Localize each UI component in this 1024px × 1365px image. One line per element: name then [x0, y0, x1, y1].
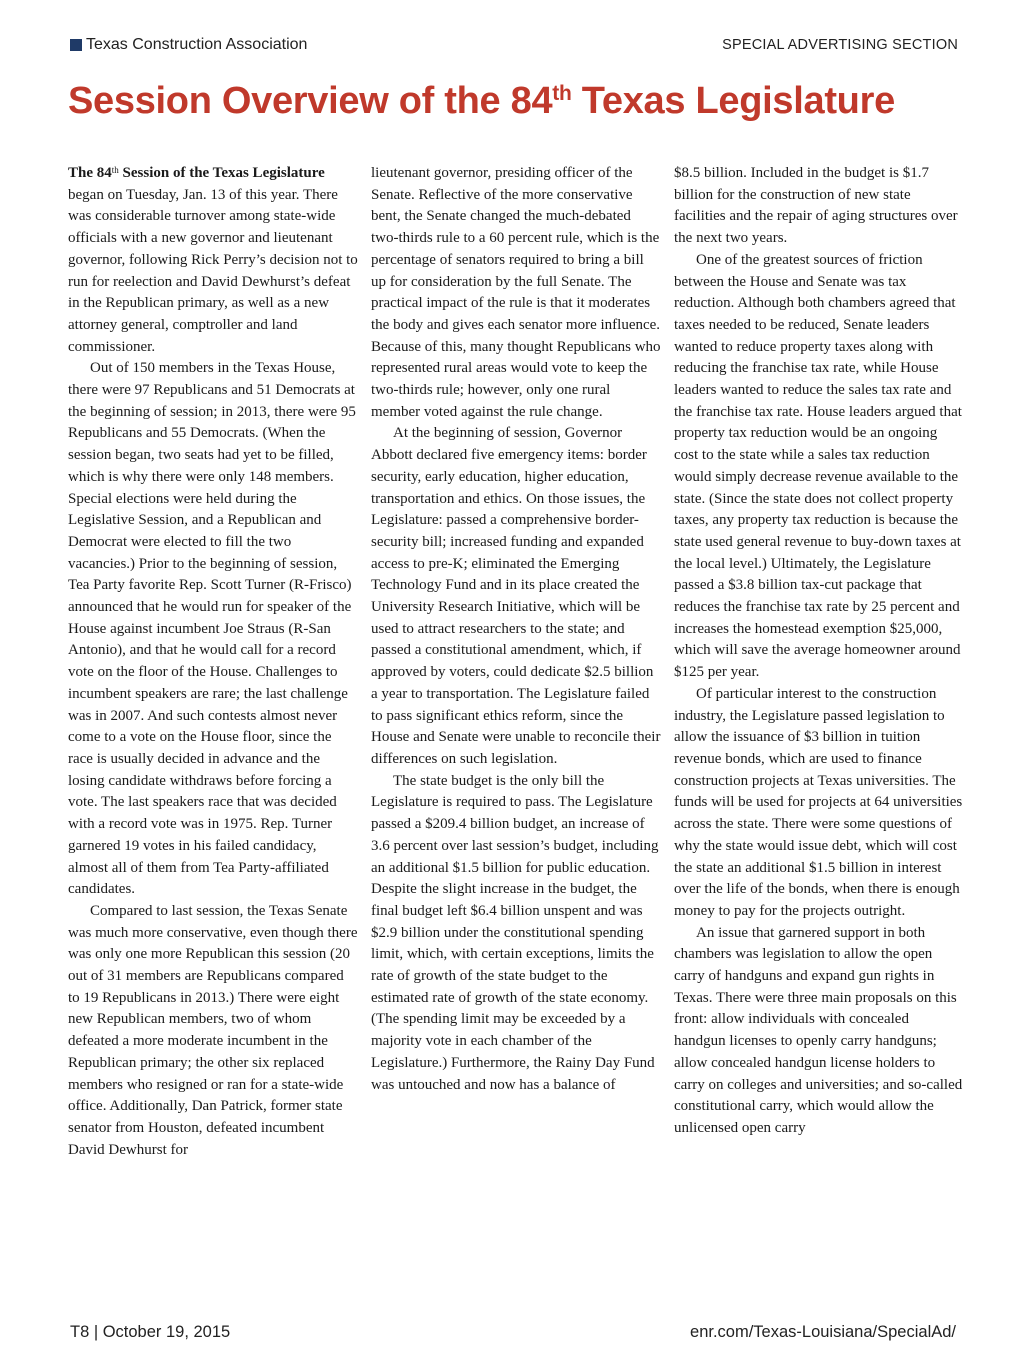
publication-name: Texas Construction Association	[86, 36, 308, 53]
paragraph: Compared to last session, the Texas Senate was much more conservative, even though there was only one more Republican this session (20 out of 31 members are Republicans compared to 19 Republicans in 2013.) There were eight new Republican members, two of whom defeated a more moderate incumbent in the Republican primary; the other six replaced members who resigned or ran for a state-wide office. Additionally, Dan Patrick, former state senator from Houston, defeated incumbent David Dewhurst for	[68, 902, 358, 1158]
lead-paragraph	[68, 163, 358, 358]
lead-bold-2: Session of the Texas Legislature	[118, 165, 325, 181]
column-2	[371, 163, 661, 1096]
paragraph: An issue that garnered support in both chambers was legislation to allow the open carry of handguns and expand gun rights in Texas. There were three main proposals on this front: allow individuals with concealed handgun licenses to openly carry handguns; allow concealed handgun license holders to carry on colleges and universities; and so-called constitutional carry, which would allow the unlicensed open carry	[674, 924, 963, 1136]
column-1	[68, 163, 358, 1161]
section-label: SPECIAL ADVERTISING SECTION	[722, 37, 958, 53]
paragraph: At the beginning of session, Governor Abbott declared five emergency items: border security, early education, higher education, transportation and ethics. On those issues, the Legislature: passed a comprehensive border-security bill; increased funding and expanded access to pre-K; eliminated the Emerging Technology Fund and in its place created the University Research Initiative, which will be used to attract researchers to the state; and passed a constitutional amendment, which, if approved by voters, could dedicate $2.5 billion a year to transportation. The Legislature failed to pass significant ethics reform, since the House and Senate were unable to reconcile their differences on such legislation.	[371, 425, 661, 767]
lead-text: began on Tuesday, Jan. 13 of this year. There was considerable turnover among state-wide officials with a new governor and lieutenant governor, following Rick Perry’s decision not to run for reelection and David Dewhurst’s defeat in the Republican primary, as well as a new attorney general, comptroller and land commissioner.	[68, 186, 358, 355]
paragraph: $8.5 billion. Included in the budget is $1.7 billion for the construction of new state facilities and the repair of aging structures over the next two years.	[674, 165, 958, 247]
lead-superscript: th	[111, 165, 119, 175]
footer-url: enr.com/Texas-Louisiana/SpecialAd/	[690, 1323, 956, 1341]
publication-header	[70, 36, 307, 54]
square-bullet-icon	[70, 39, 82, 51]
page-title	[68, 80, 968, 123]
paragraph: Out of 150 members in the Texas House, there were 97 Republicans and 51 Democrats at the beginning of session; in 2013, there were 95 Republicans and 55 Democrats. (When the session began, two seats had yet to be filled, which is why there were only 148 members. Special elections were held during the Legislative Session, and a Republican and Democrat were elected to fill the two vacancies.) Prior to the beginning of session, Tea Party favorite Rep. Scott Turner (R-Frisco) announced that he would run for speaker of the House against incumbent Joe Straus (R-San Antonio), and that he would call for a record vote on the floor of the House. Challenges to incumbent speakers are rare; the last challenge was in 2007. And such contests almost never come to a vote on the House floor, since the race is usually decided in advance and the losing candidate withdraws before forcing a vote. The last speakers race that was decided with a record vote was in 1975. Rep. Turner garnered 19 votes in his failed candidacy, almost all of them from Tea Party-affiliated candidates.	[68, 360, 356, 898]
page-number-date: T8 | October 19, 2015	[70, 1323, 231, 1341]
column-3	[674, 163, 964, 1140]
title-part-2: Texas Legislature	[571, 80, 895, 122]
paragraph: lieutenant governor, presiding officer of the Senate. Reflective of the more conservative bent, the Senate changed the much-debated two-thirds rule to a 60 percent rule, which is the percentage of senators required to bring a bill up for consideration by the full Senate. The practical impact of the rule is that it moderates the body and gives each senator more influence. Because of this, many thought Republicans who represented rural areas would vote to keep the two-thirds rule; however, only one rural member voted against the rule change.	[371, 165, 661, 420]
title-part-1: Session Overview of the 84	[68, 80, 553, 122]
paragraph: One of the greatest sources of friction between the House and Senate was tax reduction. Although both chambers agreed that taxes needed to be reduced, Senate leaders wanted to reduce property taxes along with reducing the franchise tax rate, while House leaders wanted to reduce the sales tax rate and the franchise tax rate. House leaders argued that property tax reduction would be an ongoing cost to the state while a sales tax reduction would simply decrease revenue available to the state. (Since the state does not collect property taxes, any property tax reduction is because the state used general revenue to buy-down taxes at the local level.) Ultimately, the Legislature passed a $3.8 billion tax-cut package that reduces the franchise tax rate by 25 percent and increases the homestead exemption $25,000, which will save the average homeowner around $125 per year.	[674, 251, 962, 681]
title-superscript: th	[552, 82, 572, 105]
lead-bold-1: The 84	[68, 165, 112, 181]
paragraph: The state budget is the only bill the Legislature is required to pass. The Legislature passed a $209.4 billion budget, an increase of 3.6 percent over last session’s budget, including an additional $1.5 billion for public education. Despite the slight increase in the budget, the final budget left $6.4 billion unspent and was $2.9 billion under the constitutional spending limit, which, with certain exceptions, limits the rate of growth of the state budget to the estimated rate of growth of the state economy. (The spending limit may be exceeded by a majority vote in each chamber of the Legislature.) Furthermore, the Rainy Day Fund was untouched and now has a balance of	[371, 772, 659, 1093]
paragraph: Of particular interest to the construction industry, the Legislature passed legislation to allow the issuance of $3 billion in tuition revenue bonds, which are used to finance construction projects at Texas universities. The funds will be used for projects at 64 universities across the state. There were some questions of why the state would issue debt, which will cost the state an additional $1.5 billion in interest over the life of the bonds, when there is enough money to pay for the projects outright.	[674, 685, 963, 919]
